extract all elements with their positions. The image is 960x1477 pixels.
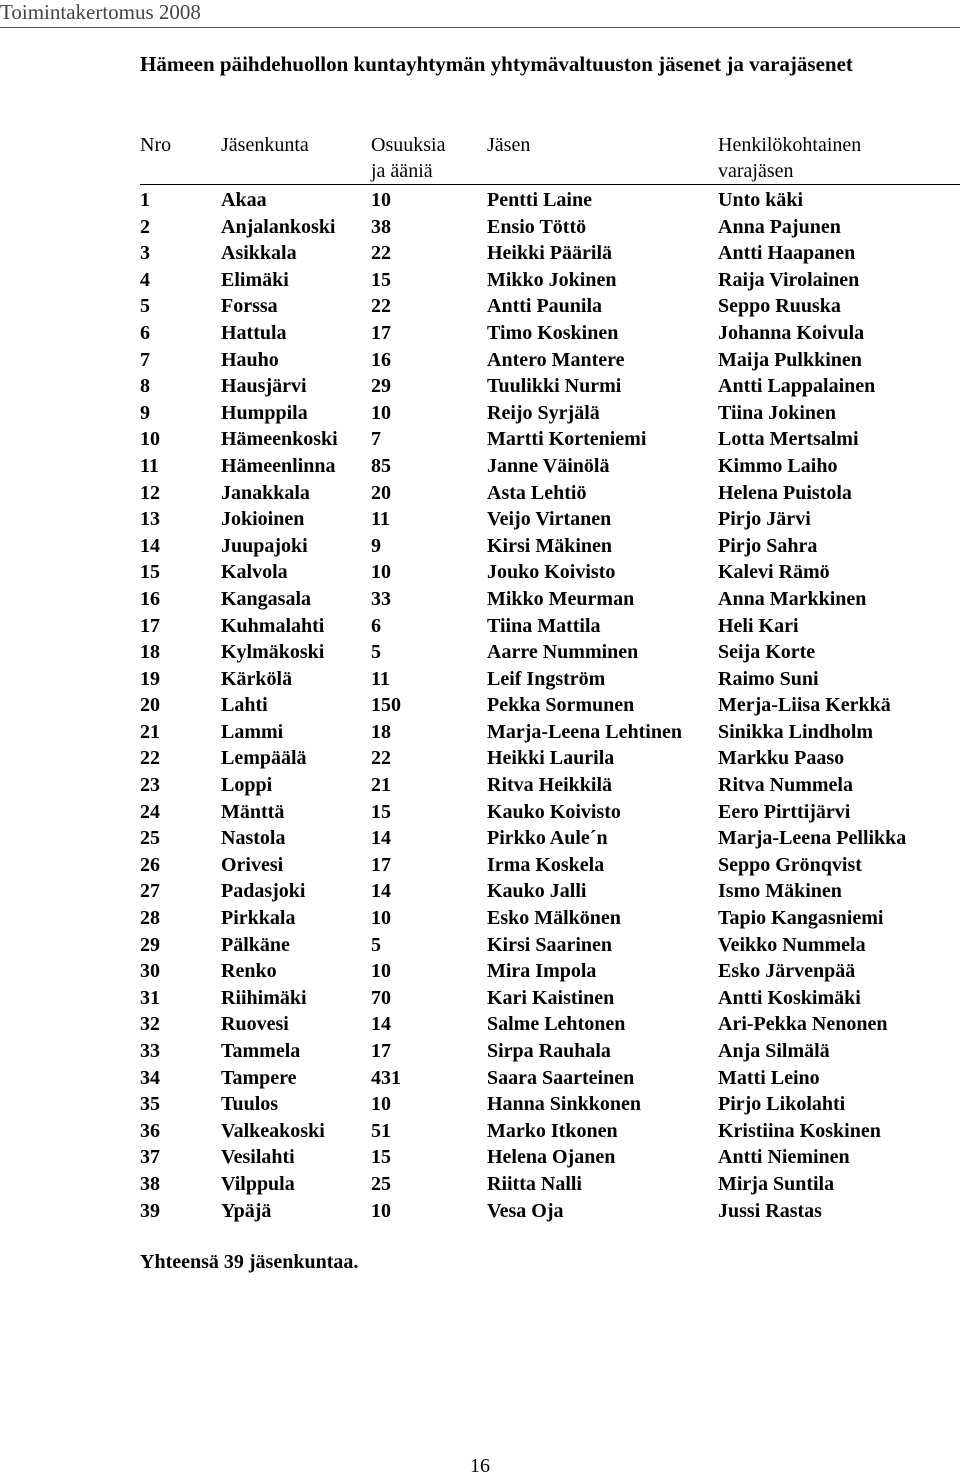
cell-nro: 14 bbox=[140, 534, 160, 557]
cell-varajasen: Ari-Pekka Nenonen bbox=[718, 1013, 888, 1036]
table-row bbox=[140, 373, 960, 400]
cell-jasenkunta: Elimäki bbox=[221, 268, 289, 291]
cell-osuuksia: 21 bbox=[371, 774, 391, 797]
cell-jasenkunta: Kärkölä bbox=[221, 667, 293, 690]
cell-varajasen: Seppo Grönqvist bbox=[718, 853, 862, 876]
cell-jasen: Antti Paunila bbox=[487, 295, 603, 318]
cell-jasenkunta: Forssa bbox=[221, 295, 278, 318]
cell-nro: 6 bbox=[140, 321, 150, 344]
cell-jasen: Irma Koskela bbox=[487, 853, 605, 876]
cell-jasen: Hanna Sinkkonen bbox=[487, 1093, 641, 1116]
cell-nro: 7 bbox=[140, 348, 150, 371]
cell-jasenkunta: Padasjoki bbox=[221, 880, 306, 903]
cell-varajasen: Sinikka Lindholm bbox=[718, 720, 874, 743]
cell-jasen: Salme Lehtonen bbox=[487, 1013, 626, 1036]
cell-jasen: Ensio Töttö bbox=[487, 215, 587, 238]
cell-osuuksia: 22 bbox=[371, 747, 391, 770]
cell-jasenkunta: Pälkäne bbox=[221, 933, 290, 956]
cell-varajasen: Antti Haapanen bbox=[718, 242, 856, 265]
cell-varajasen: Markku Paaso bbox=[718, 747, 845, 770]
cell-osuuksia: 14 bbox=[371, 880, 391, 903]
cell-jasen: Esko Mälkönen bbox=[487, 907, 621, 930]
cell-osuuksia: 14 bbox=[371, 1013, 391, 1036]
cell-jasenkunta: Tampere bbox=[221, 1066, 297, 1089]
column-header-varajasen bbox=[718, 132, 861, 184]
cell-varajasen: Antti Nieminen bbox=[718, 1146, 850, 1169]
cell-jasen: Tuulikki Nurmi bbox=[487, 375, 622, 398]
cell-jasenkunta: Nastola bbox=[221, 827, 286, 850]
cell-jasenkunta: Humppila bbox=[221, 401, 308, 424]
cell-varajasen: Eero Pirttijärvi bbox=[718, 800, 851, 823]
cell-jasen: Heikki Päärilä bbox=[487, 242, 612, 265]
table-row bbox=[140, 613, 960, 640]
cell-varajasen: Anna Markkinen bbox=[718, 587, 867, 610]
members-table bbox=[140, 132, 960, 1224]
cell-varajasen: Ritva Nummela bbox=[718, 774, 853, 797]
cell-jasen: Vesa Oja bbox=[487, 1199, 564, 1222]
table-row bbox=[140, 639, 960, 666]
cell-jasen: Janne Väinölä bbox=[487, 454, 610, 477]
cell-osuuksia: 70 bbox=[371, 986, 391, 1009]
cell-osuuksia: 10 bbox=[371, 401, 391, 424]
cell-jasen: Kirsi Saarinen bbox=[487, 933, 613, 956]
cell-varajasen: Merja-Liisa Kerkkä bbox=[718, 694, 891, 717]
cell-osuuksia: 17 bbox=[371, 321, 391, 344]
cell-jasen: Tiina Mattila bbox=[487, 614, 601, 637]
cell-varajasen: Kristiina Koskinen bbox=[718, 1119, 881, 1142]
cell-nro: 28 bbox=[140, 907, 160, 930]
cell-nro: 21 bbox=[140, 720, 160, 743]
table-row bbox=[140, 453, 960, 480]
cell-varajasen: Tiina Jokinen bbox=[718, 401, 837, 424]
cell-jasenkunta: Hämeenlinna bbox=[221, 454, 336, 477]
cell-jasen: Riitta Nalli bbox=[487, 1172, 582, 1195]
table-row bbox=[140, 799, 960, 826]
cell-nro: 30 bbox=[140, 960, 160, 983]
cell-jasenkunta: Asikkala bbox=[221, 242, 297, 265]
cell-varajasen: Pirjo Järvi bbox=[718, 508, 811, 531]
table-row bbox=[140, 745, 960, 772]
cell-jasenkunta: Lempäälä bbox=[221, 747, 307, 770]
cell-osuuksia: 17 bbox=[371, 853, 391, 876]
table-row bbox=[140, 267, 960, 294]
cell-varajasen: Antti Koskimäki bbox=[718, 986, 861, 1009]
cell-jasen: Mikko Jokinen bbox=[487, 268, 617, 291]
cell-nro: 20 bbox=[140, 694, 160, 717]
table-row bbox=[140, 506, 960, 533]
cell-nro: 35 bbox=[140, 1093, 160, 1116]
cell-osuuksia: 10 bbox=[371, 189, 391, 211]
cell-nro: 4 bbox=[140, 268, 150, 291]
cell-jasenkunta: Hausjärvi bbox=[221, 375, 307, 398]
page-number: 16 bbox=[470, 1455, 490, 1477]
cell-varajasen: Pirjo Likolahti bbox=[718, 1093, 846, 1116]
cell-jasen: Marko Itkonen bbox=[487, 1119, 618, 1142]
cell-varajasen: Veikko Nummela bbox=[718, 933, 866, 956]
cell-osuuksia: 38 bbox=[371, 215, 391, 238]
cell-osuuksia: 9 bbox=[371, 534, 381, 557]
table-row bbox=[140, 1091, 960, 1118]
cell-varajasen: Anna Pajunen bbox=[718, 215, 841, 238]
cell-jasenkunta: Kuhmalahti bbox=[221, 614, 325, 637]
cell-varajasen: Seppo Ruuska bbox=[718, 295, 841, 318]
cell-jasenkunta: Tuulos bbox=[221, 1093, 279, 1116]
cell-jasen: Mikko Meurman bbox=[487, 587, 635, 610]
cell-jasen: Saara Saarteinen bbox=[487, 1066, 635, 1089]
cell-jasenkunta: Hämeenkoski bbox=[221, 428, 338, 451]
cell-jasenkunta: Juupajoki bbox=[221, 534, 308, 557]
cell-osuuksia: 15 bbox=[371, 1146, 391, 1169]
cell-osuuksia: 7 bbox=[371, 428, 381, 451]
column-header-jasenkunta: Jäsenkunta bbox=[221, 134, 309, 156]
cell-nro: 31 bbox=[140, 986, 160, 1009]
cell-varajasen: Kimmo Laiho bbox=[718, 454, 838, 477]
cell-jasen: Mira Impola bbox=[487, 960, 597, 983]
cell-varajasen: Jussi Rastas bbox=[718, 1199, 822, 1222]
cell-nro: 11 bbox=[140, 454, 159, 477]
page-title: Hämeen päihdehuollon kuntayhtymän yhtymävaltuuston jäsenet ja varajäsenet bbox=[140, 52, 853, 76]
cell-varajasen: Heli Kari bbox=[718, 614, 799, 637]
table-row bbox=[140, 187, 960, 214]
cell-jasen: Heikki Laurila bbox=[487, 747, 615, 770]
table-row bbox=[140, 958, 960, 985]
cell-nro: 1 bbox=[140, 189, 150, 211]
cell-varajasen: Anja Silmälä bbox=[718, 1040, 830, 1062]
table-row bbox=[140, 825, 960, 852]
cell-varajasen: Antti Lappalainen bbox=[718, 375, 876, 398]
cell-jasenkunta: Orivesi bbox=[221, 853, 284, 876]
running-header: Toimintakertomus 2008 bbox=[0, 0, 201, 24]
table-row bbox=[140, 559, 960, 586]
cell-varajasen: Unto käki bbox=[718, 189, 804, 211]
cell-jasenkunta: Anjalankoski bbox=[221, 215, 336, 238]
cell-jasen: Helena Ojanen bbox=[487, 1146, 616, 1169]
cell-varajasen: Esko Järvenpää bbox=[718, 960, 856, 983]
cell-varajasen: Mirja Suntila bbox=[718, 1172, 835, 1195]
cell-jasenkunta: Vesilahti bbox=[221, 1146, 295, 1169]
cell-jasen: Asta Lehtiö bbox=[487, 481, 587, 504]
table-row bbox=[140, 692, 960, 719]
cell-osuuksia: 25 bbox=[371, 1172, 391, 1195]
cell-nro: 2 bbox=[140, 215, 150, 238]
cell-nro: 15 bbox=[140, 561, 160, 584]
cell-jasen: Kauko Koivisto bbox=[487, 800, 621, 823]
column-header-osuuksia-line1: Osuuksia bbox=[371, 134, 446, 156]
table-row bbox=[140, 320, 960, 347]
cell-jasenkunta: Kangasala bbox=[221, 587, 312, 610]
column-header-nro: Nro bbox=[140, 134, 172, 156]
table-row bbox=[140, 1171, 960, 1198]
cell-osuuksia: 150 bbox=[371, 694, 401, 717]
table-row bbox=[140, 852, 960, 879]
table-row bbox=[140, 347, 960, 374]
cell-nro: 34 bbox=[140, 1066, 160, 1089]
cell-osuuksia: 5 bbox=[371, 641, 381, 664]
table-row bbox=[140, 1038, 960, 1065]
column-header-osuuksia-line2: ja ääniä bbox=[371, 160, 433, 182]
table-row bbox=[140, 586, 960, 613]
cell-varajasen: Ismo Mäkinen bbox=[718, 880, 842, 903]
cell-jasenkunta: Valkeakoski bbox=[221, 1119, 325, 1142]
cell-osuuksia: 29 bbox=[371, 375, 391, 398]
cell-nro: 32 bbox=[140, 1013, 160, 1036]
cell-varajasen: Raimo Suni bbox=[718, 667, 819, 690]
cell-nro: 27 bbox=[140, 880, 160, 903]
cell-nro: 39 bbox=[140, 1199, 160, 1222]
cell-jasen: Marja-Leena Lehtinen bbox=[487, 720, 682, 743]
cell-varajasen: Helena Puistola bbox=[718, 481, 852, 504]
cell-jasen: Leif Ingström bbox=[487, 667, 606, 690]
cell-jasen: Sirpa Rauhala bbox=[487, 1040, 611, 1062]
cell-nro: 29 bbox=[140, 933, 160, 956]
column-header-osuuksia bbox=[371, 132, 445, 184]
cell-jasen: Kari Kaistinen bbox=[487, 986, 615, 1009]
cell-nro: 10 bbox=[140, 428, 160, 451]
cell-osuuksia: 5 bbox=[371, 933, 381, 956]
table-row bbox=[140, 1011, 960, 1038]
cell-osuuksia: 10 bbox=[371, 960, 391, 983]
table-row bbox=[140, 1118, 960, 1145]
cell-jasenkunta: Hauho bbox=[221, 348, 279, 371]
cell-nro: 36 bbox=[140, 1119, 160, 1142]
cell-nro: 9 bbox=[140, 401, 150, 424]
cell-nro: 24 bbox=[140, 800, 160, 823]
cell-osuuksia: 22 bbox=[371, 242, 391, 265]
cell-nro: 3 bbox=[140, 242, 150, 265]
cell-osuuksia: 16 bbox=[371, 348, 391, 371]
cell-jasenkunta: Loppi bbox=[221, 774, 273, 797]
cell-osuuksia: 18 bbox=[371, 720, 391, 743]
cell-jasen: Kauko Jalli bbox=[487, 880, 587, 903]
table-row bbox=[140, 985, 960, 1012]
cell-nro: 19 bbox=[140, 667, 160, 690]
cell-nro: 13 bbox=[140, 508, 160, 531]
cell-varajasen: Seija Korte bbox=[718, 641, 816, 664]
table-row bbox=[140, 1065, 960, 1092]
cell-osuuksia: 10 bbox=[371, 907, 391, 930]
cell-osuuksia: 22 bbox=[371, 295, 391, 318]
table-row bbox=[140, 1144, 960, 1171]
table-row bbox=[140, 772, 960, 799]
table-row bbox=[140, 480, 960, 507]
table-row bbox=[140, 878, 960, 905]
cell-jasenkunta: Kalvola bbox=[221, 561, 288, 584]
cell-osuuksia: 33 bbox=[371, 587, 391, 610]
cell-jasenkunta: Pirkkala bbox=[221, 907, 296, 930]
cell-jasen: Reijo Syrjälä bbox=[487, 401, 600, 424]
cell-osuuksia: 14 bbox=[371, 827, 391, 850]
cell-osuuksia: 10 bbox=[371, 561, 391, 584]
cell-jasen: Jouko Koivisto bbox=[487, 561, 616, 584]
cell-nro: 8 bbox=[140, 375, 150, 398]
cell-jasenkunta: Akaa bbox=[221, 189, 267, 211]
table-header bbox=[140, 132, 960, 185]
table-row bbox=[140, 426, 960, 453]
cell-osuuksia: 11 bbox=[371, 667, 390, 690]
cell-nro: 26 bbox=[140, 853, 160, 876]
cell-varajasen: Maija Pulkkinen bbox=[718, 348, 862, 371]
cell-jasenkunta: Jokioinen bbox=[221, 508, 305, 531]
cell-jasenkunta: Lammi bbox=[221, 720, 284, 743]
cell-jasenkunta: Hattula bbox=[221, 321, 287, 344]
cell-osuuksia: 20 bbox=[371, 481, 391, 504]
cell-jasenkunta: Mänttä bbox=[221, 800, 285, 823]
table-row bbox=[140, 240, 960, 267]
cell-nro: 17 bbox=[140, 614, 160, 637]
cell-varajasen: Pirjo Sahra bbox=[718, 534, 818, 557]
cell-jasen: Timo Koskinen bbox=[487, 321, 619, 344]
cell-osuuksia: 10 bbox=[371, 1093, 391, 1116]
cell-jasen: Kirsi Mäkinen bbox=[487, 534, 613, 557]
table-row bbox=[140, 905, 960, 932]
cell-jasenkunta: Tammela bbox=[221, 1040, 301, 1062]
cell-nro: 12 bbox=[140, 481, 160, 504]
total-note: Yhteensä 39 jäsenkuntaa. bbox=[140, 1251, 359, 1273]
cell-nro: 38 bbox=[140, 1172, 160, 1195]
cell-nro: 5 bbox=[140, 295, 150, 318]
cell-jasen: Antero Mantere bbox=[487, 348, 625, 371]
table-body bbox=[140, 185, 960, 1224]
cell-nro: 23 bbox=[140, 774, 160, 797]
cell-jasenkunta: Kylmäkoski bbox=[221, 641, 325, 664]
table-row bbox=[140, 400, 960, 427]
cell-osuuksia: 85 bbox=[371, 454, 391, 477]
cell-jasen: Martti Korteniemi bbox=[487, 428, 647, 451]
cell-jasen: Veijo Virtanen bbox=[487, 508, 612, 531]
cell-varajasen: Lotta Mertsalmi bbox=[718, 428, 859, 451]
column-header-varajasen-line1: Henkilökohtainen bbox=[718, 134, 862, 156]
cell-jasenkunta: Riihimäki bbox=[221, 986, 307, 1009]
cell-jasen: Pentti Laine bbox=[487, 189, 592, 211]
column-header-jasen: Jäsen bbox=[487, 134, 531, 156]
table-row bbox=[140, 293, 960, 320]
cell-osuuksia: 15 bbox=[371, 800, 391, 823]
table-row bbox=[140, 666, 960, 693]
cell-varajasen: Raija Virolainen bbox=[718, 268, 860, 291]
cell-nro: 33 bbox=[140, 1040, 160, 1062]
cell-jasen: Pirkko Aule´n bbox=[487, 827, 608, 850]
cell-varajasen: Matti Leino bbox=[718, 1066, 820, 1089]
table-row bbox=[140, 214, 960, 241]
cell-nro: 25 bbox=[140, 827, 160, 850]
cell-varajasen: Marja-Leena Pellikka bbox=[718, 827, 907, 850]
cell-osuuksia: 10 bbox=[371, 1199, 391, 1222]
cell-nro: 16 bbox=[140, 587, 160, 610]
cell-osuuksia: 11 bbox=[371, 508, 390, 531]
cell-osuuksia: 431 bbox=[371, 1066, 401, 1089]
table-row bbox=[140, 719, 960, 746]
table-row bbox=[140, 932, 960, 959]
cell-jasenkunta: Ypäjä bbox=[221, 1199, 272, 1222]
cell-nro: 22 bbox=[140, 747, 160, 770]
cell-varajasen: Johanna Koivula bbox=[718, 321, 865, 344]
cell-varajasen: Kalevi Rämö bbox=[718, 561, 830, 584]
table-row bbox=[140, 533, 960, 560]
cell-jasen: Pekka Sormunen bbox=[487, 694, 635, 717]
cell-osuuksia: 15 bbox=[371, 268, 391, 291]
cell-jasen: Ritva Heikkilä bbox=[487, 774, 613, 797]
header-rule bbox=[0, 27, 960, 28]
cell-jasen: Aarre Numminen bbox=[487, 641, 639, 664]
cell-osuuksia: 6 bbox=[371, 614, 381, 637]
cell-osuuksia: 17 bbox=[371, 1040, 391, 1062]
cell-nro: 18 bbox=[140, 641, 160, 664]
cell-jasenkunta: Lahti bbox=[221, 694, 268, 717]
column-header-varajasen-line2: varajäsen bbox=[718, 160, 794, 182]
cell-jasenkunta: Ruovesi bbox=[221, 1013, 289, 1036]
cell-jasenkunta: Janakkala bbox=[221, 481, 310, 504]
cell-nro: 37 bbox=[140, 1146, 160, 1169]
cell-jasenkunta: Renko bbox=[221, 960, 277, 983]
table-row bbox=[140, 1198, 960, 1225]
cell-jasenkunta: Vilppula bbox=[221, 1172, 295, 1195]
cell-varajasen: Tapio Kangasniemi bbox=[718, 907, 884, 930]
cell-osuuksia: 51 bbox=[371, 1119, 391, 1142]
